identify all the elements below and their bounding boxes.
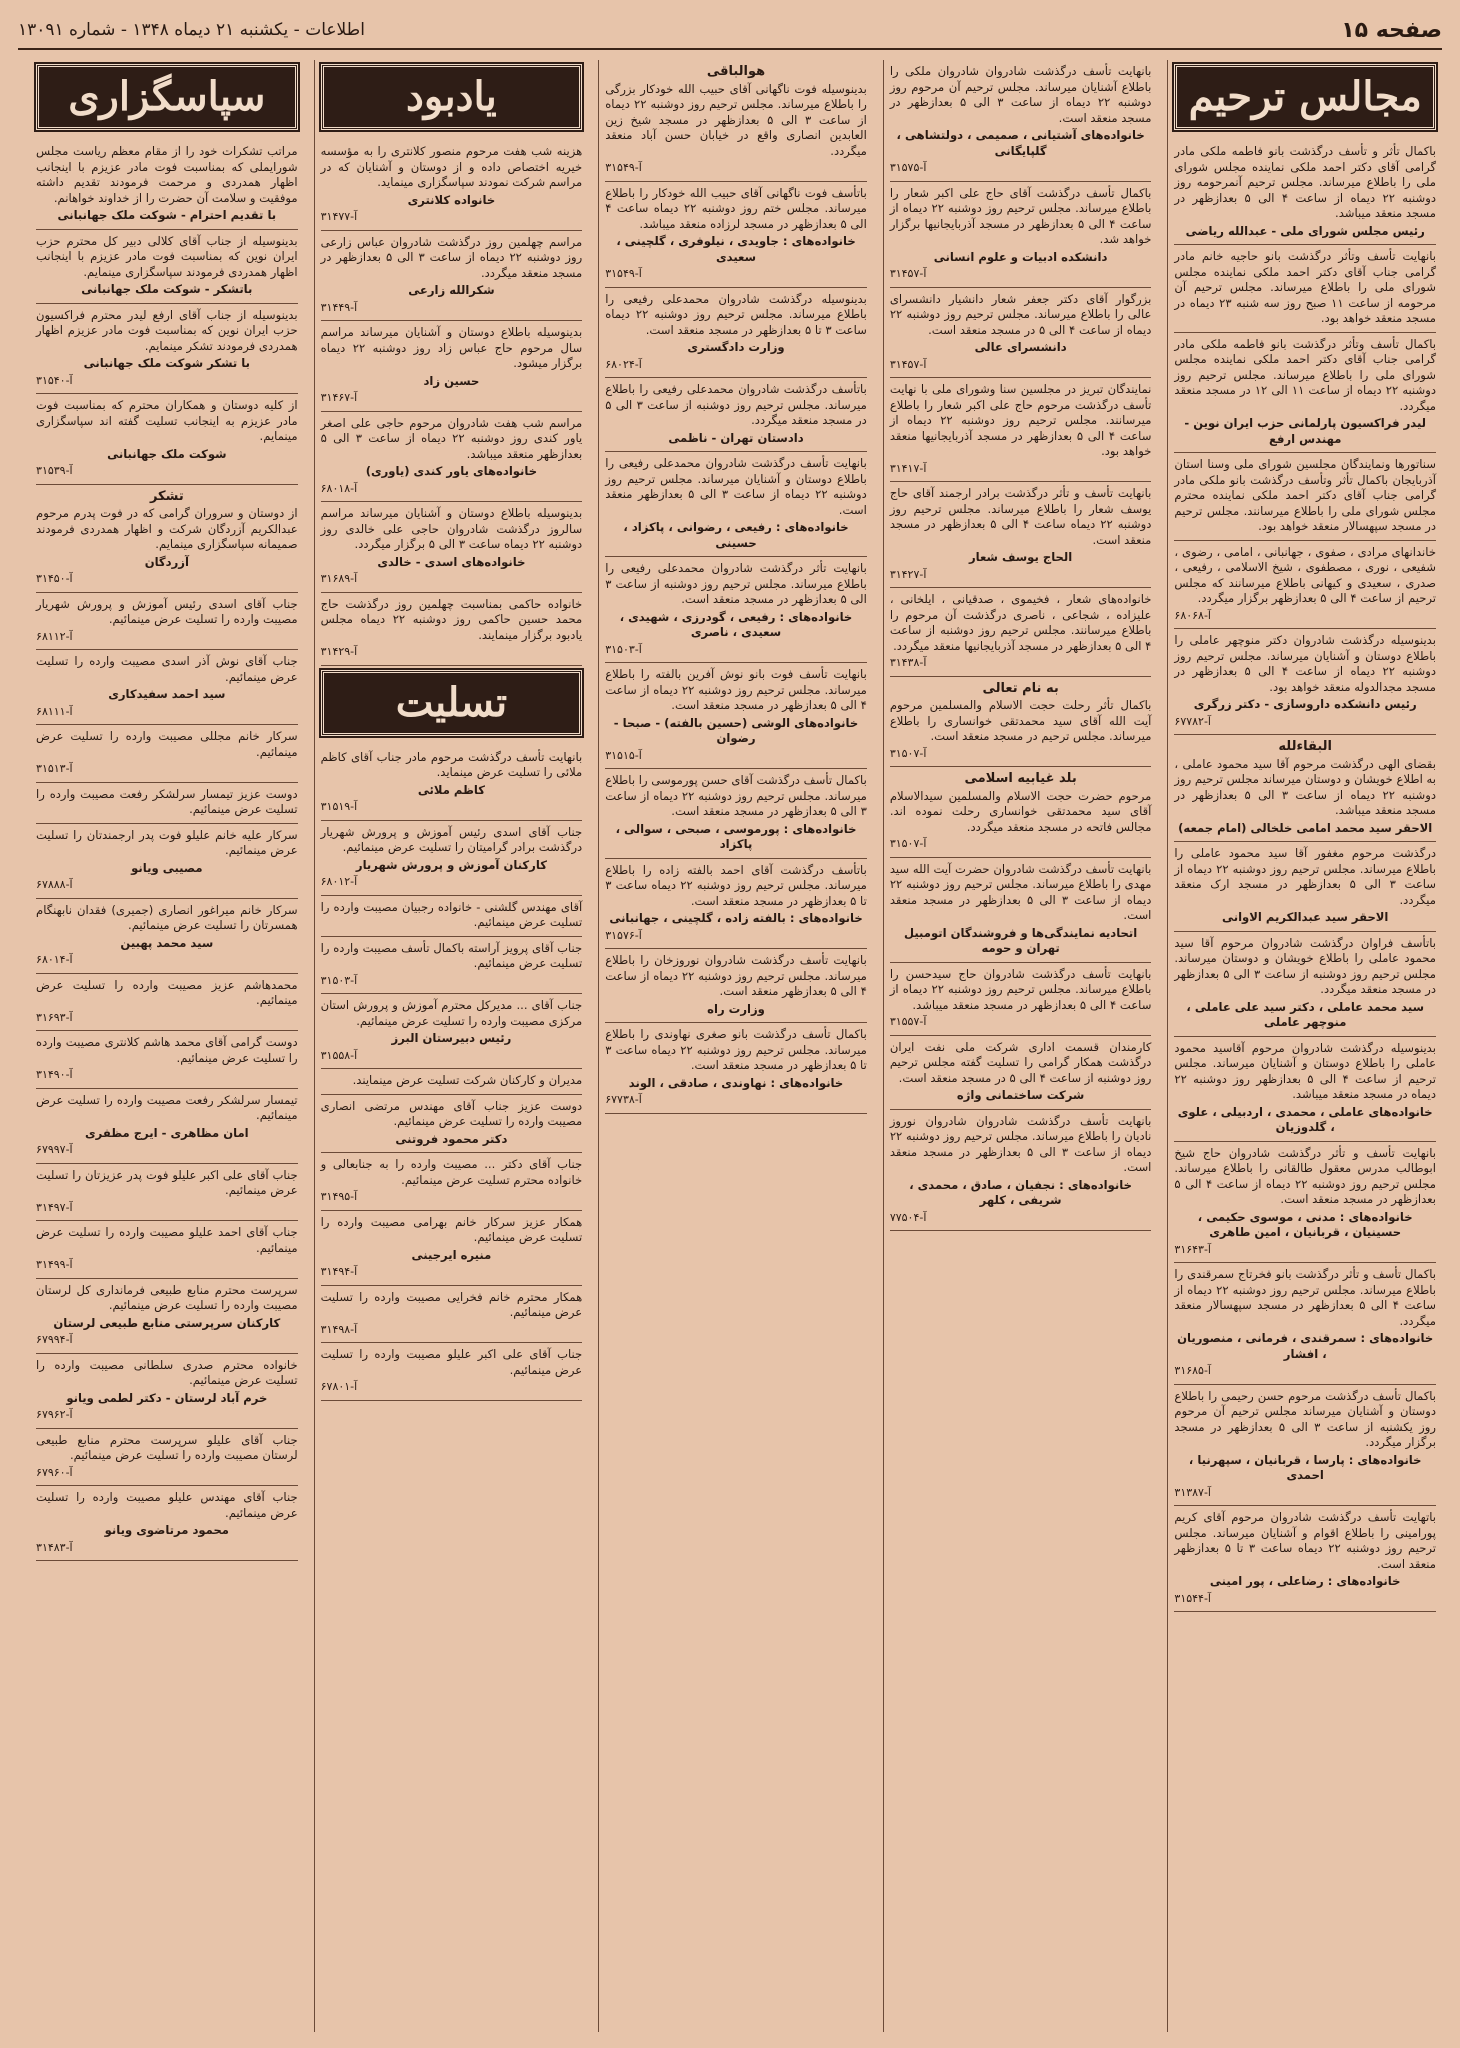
- notice-text: جناب آقای پرویز آراسته باکمال تأسف مصیبت وارده را تسلیت عرض مینمائیم.: [320, 940, 583, 970]
- notice-text: مرحوم حضرت حجت الاسلام والمسلمین سیدالاسلام آقای سید محمدتقی خوانساری رحلت نموده اند. مجالس فاتحه در مسجد منعقد میگردد.: [889, 788, 1152, 834]
- notice: [605, 949, 867, 1023]
- notice: [605, 452, 867, 557]
- notice-ad-code: آ-۳۱۵۳۹: [36, 464, 73, 477]
- notice-text: بانهایت تأسف درگذشت شادروان حاج سیدحسن را باطلاع میرساند. مجلس ترحیم روز دوشنبه ۲۲ دیماه از ساعت ۴ الی ۵ بعدازظهر در مسجد منعقد میباشد.: [889, 966, 1152, 1012]
- notice-text: دوست عزیز تیمسار سرلشکر رفعت مصیبت وارده را تسلیت عرض مینمائیم.: [36, 786, 298, 816]
- notice: [1174, 842, 1436, 932]
- column-thanks: [30, 60, 304, 2032]
- notice-signature: سید احمد سفیدکاری: [108, 687, 226, 701]
- notice-text: بزرگوار آقای دکتر جعفر شعار دانشیار دانشسرای عالی را باطلاع میرساند. مجلس ترحیم روز دوشنبه ۲۲ دیماه از ساعت ۴ الی ۵ در مسجد منعقد است.: [889, 291, 1152, 337]
- notice-text: بانهایت تأسف و تأثر درگذشت برادر ارجمند آقای حاج یوسف شعار را باطلاع میرساند. مجلس ترحیم روز دوشنبه ۲۲ دیماه ساعت ۴ الی ۵ بعدازظهر در مسجد منعقد است.: [889, 486, 1152, 547]
- notice-text: بانهایت تأسف درگذشت شادروان نوروزخان را باطلاع میرساند. مجلس ترحیم روز دوشنبه ۲۲ دیماه از ساعت ۴ الی ۵ بعدازظهر منعقد است.: [605, 953, 867, 998]
- notice: [890, 588, 1152, 677]
- notice: [321, 994, 583, 1069]
- notice: [605, 378, 867, 452]
- notice: [36, 899, 298, 974]
- notice: [1174, 629, 1436, 735]
- notice: [890, 677, 1152, 768]
- notice-text: خانواده‌های شعار ، فخیموی ، صدقیانی ، ایلخانی ، علیزاده ، شجاعی ، ناصری درگذشت آن مرحوم را باطلاع میرسانند. مجلس ترحیم روز دوشنبه از ساعت ۴ الی ۵ بعدازظهر در مسجد آذربایجانیها منعقد میگردد.: [889, 592, 1152, 653]
- notice-ad-code: آ-۳۱۵۰۷: [889, 837, 927, 850]
- section-banner: تسلیت: [321, 670, 583, 736]
- notice-ad-code: آ-۶۸۰۱۲: [320, 875, 358, 888]
- notice-text: باتهایت تأسف درگذشت شادروان مرحوم آقای کریم پورامینی را باطلاع اقوام و آشنایان میرساند. مجلس ترحیم روز دوشنبه ۲۲ دیماه ساعت ۳ تا ۵ بعدازظهر منعقد است.: [1174, 1510, 1436, 1571]
- notice-signature: شوکت ملک جهانبانی: [107, 446, 227, 461]
- page-header: [18, 12, 1442, 50]
- notice-ad-code: آ-۳۱۵۵۷: [889, 1015, 927, 1028]
- notice-text: بدینوسیله درگذشت شادروان دکتر منوچهر عاملی را باطلاع دوستان و آشنایان میرساند. مجلس ترحیم روز دوشنبه ۲۲ دیماه از ساعت ۴ الی ۵ بعدازظهر در مسجد مجدالدوله منعقد خواهد بود.: [1174, 633, 1436, 694]
- notice-signature: خانواده‌های اسدی - خالدی: [377, 554, 526, 569]
- notice-heading: تشکر: [149, 488, 184, 504]
- notice: [605, 663, 867, 769]
- notice-signature: دانشسرای عالی: [974, 340, 1067, 354]
- notice-text: باکمال تأسف درگذشت آقای حسن پورموسی را باطلاع میرساند. مجلس ترحیم روز دوشنبه ۲۲ دیماه از ساعت ۳ الی ۵ بعدازظهر در مسجد منعقد است.: [605, 773, 867, 818]
- notice: [321, 1069, 583, 1095]
- notice: [36, 140, 298, 230]
- notice-text: باتأسف درگذشت شادروان محمدعلی رفیعی را باطلاع میرساند. مجلس ترحیم روز دوشنبه از ساعت ۳ الی ۵ در مسجد منعقد میگردد.: [605, 382, 867, 427]
- notice-ad-code: آ-۳۱۴۲۷: [889, 567, 927, 581]
- notice: [36, 1164, 298, 1222]
- notice-signature: امان مظاهری - ایرج مظفری: [85, 1125, 249, 1140]
- notice-text: باکمال تأثر رحلت حجت الاسلام والمسلمین مرحوم آیت الله آقای سید محمدتقی خوانساری را باطلاع میرساند. مجلس ترحیم در مسجد منعقد است.: [889, 698, 1152, 743]
- notice-text: کارمندان قسمت اداری شرکت ملی نفت ایران درگذشت همکار گرامی را تسلیت گفته مجلس ترحیم روز دوشنبه از ساعت ۴ الی ۵ در مسجد منعقد است.: [889, 1039, 1152, 1085]
- notice: [1174, 1506, 1436, 1612]
- notice-text: سرکار علیه خانم علیلو فوت پدر ارجمندتان را تسلیت عرض مینمائیم.: [36, 827, 298, 857]
- notice-text: باکمال تأسف درگذشت آقای حاج علی اکبر شعار را باطلاع میرساند. مجلس ترحیم روز دوشنبه ۲۲ دیماه از ساعت ۴ الی ۵ بعدازظهر در مسجد آذربایجانیها برگزار خواهد شد.: [889, 185, 1152, 246]
- notice-text: از دوستان و سروران گرامی که در فوت پدرم مرحوم عبدالکریم آزردگان شرکت و اظهار همدردی فرمودند صمیمانه سپاسگزاری مینمایم.: [36, 506, 298, 551]
- notice-ad-code: آ-۶۸۰۱۸: [320, 481, 358, 495]
- notice: [321, 1211, 583, 1286]
- notice: [36, 974, 298, 1032]
- notice: [890, 1110, 1152, 1232]
- notice-ad-code: آ-۶۷۹۹۷: [36, 1143, 73, 1156]
- notice-ad-code: آ-۳۱۴۸۳: [36, 1540, 73, 1554]
- notice-heading: به نام تعالی: [982, 680, 1059, 696]
- section-banner: مجالس ترحیم: [1174, 64, 1436, 130]
- column-condolence-meetings: [1167, 60, 1442, 2032]
- notice: [321, 1286, 583, 1344]
- notice-text: بانهایت تأسف درگذشت مرحوم مادر جناب آقای کاظم ملائی را تسلیت عرض مینماید.: [320, 749, 583, 779]
- notice-ad-code: آ-۳۱۴۹۹: [36, 1258, 73, 1271]
- notice: [36, 783, 298, 824]
- notice: [321, 502, 583, 593]
- notice: [36, 1429, 298, 1487]
- notice-ad-code: آ-۶۷۸۸۸: [36, 878, 73, 891]
- notice-signature: خرم آباد لرستان - دکتر لطمی ویانو: [66, 1390, 268, 1405]
- notice-ad-code: آ-۳۱۶۸۹: [320, 572, 358, 585]
- notice-text: درگذشت مرحوم مغفور آقا سید محمود عاملی را باطلاع میرساند. مجلس ترحیم روز دوشنبه ۲۲ دیماه از ساعت ۳ الی ۵ بعدازظهر در مسجد ارک منعقد میگردد.: [1174, 846, 1437, 907]
- notice-text: بانهایت تأسف درگذشت شادروان حضرت آیت الله سید مهدی را باطلاع میرساند. مجلس ترحیم روز دوشنبه ۲۲ دیماه از ساعت ۳ الی ۵ بعدازظهر در مسجد منعقد است.: [889, 861, 1152, 922]
- notice-signature: خانواده‌های : نهاوندی ، صادقی ، الوند: [628, 1075, 844, 1090]
- notice-ad-code: آ-۶۷۹۹۴: [36, 1333, 73, 1346]
- notice: [36, 1279, 298, 1354]
- notice-signature: خانواده‌های : جاویدی ، نیلوفری ، گلچینی ، سعیدی: [616, 234, 856, 264]
- notice-ad-code: آ-۶۷۹۶۲: [36, 1408, 73, 1421]
- notice-text: سرپرست محترم منابع طبیعی فرمانداری کل لرستان مصیبت وارده را تسلیت عرض مینمائیم.: [36, 1282, 298, 1312]
- notice: [890, 288, 1152, 379]
- notice-text: بانهایت تأسف فوت بانو نوش آفرین بالفته را باطلاع میرساند. مجلس ترحیم روز دوشنبه ۲۲ دیماه از ساعت ۴ الی ۵ بعدازظهر در مسجد منعقد است.: [605, 667, 867, 712]
- notice: [890, 858, 1152, 963]
- notice: [321, 231, 583, 322]
- notice-text: باتأسف فوت ناگهانی آقای حبیب الله خودکار را باطلاع میرساند. مجلس ختم روز دوشنبه ۲۲ دیماه ساعت ۴ الی ۵ بعدازظهر در مسجد لرزاده منعقد میباشد.: [605, 185, 867, 231]
- notice-signature: الحاج یوسف شعار: [968, 550, 1073, 564]
- section-banner: سپاسگزاری: [36, 64, 298, 130]
- notice: [321, 821, 583, 896]
- notice: [321, 746, 583, 821]
- notice-text: مراتب تشکرات خود را از مقام معظم ریاست مجلس شورایملی که بمناسبت فوت مادر عزیزم با اینجانب اظهار همدردی و مرحمت فرمودند تقدیم داشته موفقیت و سلامت آن حضرت را از خداوند خواهانم.: [36, 144, 298, 205]
- notice-signature: منیره ایرجینی: [411, 1247, 492, 1262]
- notice-text: محمدهاشم عزیز مصیبت وارده را تسلیت عرض مینمائیم.: [36, 977, 298, 1007]
- notice-ad-code: آ-۳۱۵۷۶: [605, 928, 642, 942]
- notice-text: سناتورها ونمایندگان مجلسین شورای ملی وسنا استان آذربایجان باکمال تأثر وتأسف درگذشت بانو ملکی مادر گرامی جناب آقای دکتر احمد ملکی نماینده محترم مجلس شورای ملی را باطلاع میرسانند. مجلس ترحیم در مسجد سپهسالار منعقد خواهد بود.: [1174, 457, 1436, 533]
- notice-ad-code: آ-۳۱۵۷۵: [889, 161, 927, 174]
- notice-signature: خانواده‌های : پورموسی ، صبحی ، سوالی ، پاکزاد: [615, 821, 857, 851]
- notice-ad-code: آ-۳۱۴۵۷: [889, 357, 927, 371]
- notice: [1174, 735, 1436, 842]
- notice-signature: خانواده‌های یاور کندی (یاوری): [365, 464, 538, 478]
- notice-text: جناب آقای نوش آذر اسدی مصیبت وارده را تسلیت عرض مینمائیم.: [36, 654, 298, 684]
- notice-heading: هوالباقی: [706, 64, 766, 79]
- notice-text: بدینوسیله باطلاع دوستان و آشنایان میرساند مراسم سال مرحوم حاج عباس زاد روز دوشنبه ۲۲ دیماه برگزار میشود.: [320, 325, 583, 370]
- notice-signature: خانواده‌های : رفیعی ، رضوانی ، پاکزاد ، حسینی: [623, 520, 849, 550]
- notice: [36, 304, 298, 395]
- notice-ad-code: آ-۳۱۵۴۹: [605, 267, 642, 280]
- notice-text: بدینوسیله از جناب آقای ارفع لیدر محترم فراکسیون حزب ایران نوین که بمناسبت فوت مادر عزیزم اظهار همدردی فرمودند تشکر مینمایم.: [36, 307, 298, 353]
- notice-ad-code: آ-۳۱۵۱۹: [320, 800, 358, 813]
- notice-ad-code: آ-۳۱۴۲۹: [320, 645, 358, 658]
- notice: [321, 937, 583, 995]
- notice-signature: سید محمد پهبین: [120, 935, 214, 950]
- notice-signature: الاحقر سید عبدالکریم الاوانی: [1222, 910, 1389, 924]
- notice-signature: خانواده‌های : پارسا ، قربانیان ، سپهرنیا ، احمدی: [1188, 1452, 1422, 1482]
- notice-text: جناب آقای اسدی رئیس آموزش و پرورش شهریار مصیبت وارده را تسلیت عرض مینمائیم.: [36, 596, 298, 626]
- notice-text: بانهایت تأسف درگذشت شادروان شادروان نوروز نادیان را باطلاع میرساند. مجلس ترحیم روز دوشنبه ۲۲ دیماه از ساعت ۳ الی ۵ بعدازظهر در مسجد منعقد است.: [889, 1113, 1152, 1174]
- notice-signature: دادستان تهران - ناظمی: [668, 430, 804, 445]
- notice-signature: لیدر فراکسیون پارلمانی حزب ایران نوین - مهندس ارفع: [1184, 416, 1427, 446]
- notice-ad-code: آ-۳۱۵۵۸: [320, 1048, 358, 1062]
- notice-text: بانهایت تأسف درگذشت شادروان محمدعلی رفیعی را باطلاع دوستان و آشنایان میرساند. مجلس ترحیم روز دوشنبه ۲۲ دیماه از ساعت ۳ الی ۵ بعدازظهر منعقد است.: [605, 456, 867, 517]
- notice-text: خانواده حاکمی بمناسبت چهلمین روز درگذشت حاج محمد حسین حاکمی روز دوشنبه ۲۲ دیماه مجلس یادبود برگزار مینمایند.: [320, 596, 583, 642]
- notice-ad-code: آ-۳۱۴۳۸: [889, 656, 927, 669]
- notice-signature: خانواده‌های : بالفته زاده ، گلچینی ، جهانبانی: [609, 911, 863, 925]
- notice-signature: کارکنان سرپرستی منابع طبیعی لرستان: [53, 1315, 281, 1330]
- notice-signature: شکرالله زارعی: [408, 283, 495, 297]
- notice-signature: رئیس دبیرستان البرز: [391, 1031, 512, 1045]
- notice-text: مراسم چهلمین روز درگذشت شادروان عباس زارعی روز دوشنبه ۲۲ دیماه از ساعت ۳ الی ۵ بعدازظهر در مسجد منعقد میگردد.: [320, 234, 583, 280]
- notice-signature: خانواده‌های : رضاعلی ، پور امینی: [1209, 1574, 1401, 1588]
- notice-text: بانهایت تأثر درگذشت شادروان محمدعلی رفیعی را باطلاع میرساند. مجلس ترحیم روز دوشنبه از ساعت ۳ الی ۵ بعدازظهر در مسجد منعقد است.: [605, 561, 867, 606]
- notice: [36, 725, 298, 783]
- notice-text: آقای مهندس گلشنی - خانواده رجبیان مصیبت وارده را تسلیت عرض مینمائیم.: [320, 899, 583, 929]
- notice-text: تیمسار سرلشکر رفعت مصیبت وارده را تسلیت عرض مینمائیم.: [36, 1092, 298, 1122]
- notice-signature: محمود مرتاضوی ویانو: [104, 1523, 229, 1537]
- page-number: صفحه ۱۵: [1341, 17, 1442, 43]
- notice: [1174, 1263, 1436, 1385]
- notice-ad-code: آ-۳۱۴۶۷: [320, 391, 358, 404]
- notice: [1174, 140, 1436, 245]
- notice: [321, 140, 583, 231]
- notice-signature: حسین زاد: [423, 373, 480, 388]
- column-2: [883, 60, 1158, 2032]
- notice-text: باتأسف فراوان درگذشت شادروان مرحوم آقا سید محمود عاملی را باطلاع خویشان و دوستان میرساند. مجلس ترحیم روز دوشنبه از ساعت ۳ الی ۵ بعدازظهر در مسجد منعقد میگردد.: [1174, 935, 1436, 996]
- notice-ad-code: آ-۳۱۵۴۰: [36, 373, 73, 387]
- notice: [36, 1221, 298, 1279]
- notice-ad-code: آ-۷۷۵۰۴: [889, 1210, 927, 1224]
- notice-text: بدینوسیله درگذشت شادروان مرحوم آقاسید محمود عاملی را باطلاع دوستان و آشنایان میرساند. مجلس ترحیم از ساعت ۴ الی ۵ بعدازظهر روز دوشنبه ۲۲ دیماه در مسجد منعقد میباشد.: [1174, 1040, 1436, 1101]
- column-remembrance-sympathy: [314, 60, 589, 2032]
- notice-ad-code: آ-۳۱۴۹۰: [36, 1068, 73, 1081]
- notice-ad-code: آ-۶۸۰۶۸: [1174, 608, 1211, 622]
- notice-signature: دکتر محمود فروتنی: [395, 1131, 508, 1146]
- notice-text: باکمال تأثر و تأسف درگذشت بانو فاطمه ملکی مادر گرامی آقای دکتر احمد ملکی نماینده مجلس شورای ملی را باطلاع میرساند. مجلس ترحیم آنمرحومه روز دوشنبه ۲۲ دیماه از ساعت ۴ الی ۵ بعدازظهر در مسجد منعقد میباشد.: [1174, 144, 1436, 220]
- notice-signature: باتشکر - شوکت ملک جهانبانی: [81, 282, 253, 296]
- notice-ad-code: آ-۳۱۶۴۳: [1174, 1242, 1211, 1256]
- notice: [605, 288, 867, 379]
- notice: [36, 1089, 298, 1164]
- notice: [1174, 1385, 1436, 1507]
- notice-signature: سید محمد عاملی ، دکتر سید علی عاملی ، منوچهر عاملی: [1186, 999, 1425, 1029]
- notice-heading: البقاءلله: [1278, 739, 1332, 754]
- notice-text: بانهایت تأسف وتأثر درگذشت بانو حاجیه خانم مادر گرامی جناب آقای دکتر احمد ملکی نماینده مجلس شورای ملی را باطلاع میرساند. مجلس ترحیم آن مرحومه از ساعت ۱۱ صبح روز سه شنبه ۲۳ دیماه در مسجد منعقد خواهد بود.: [1174, 249, 1436, 325]
- notice-signature: با تقدیم احترام - شوکت ملک جهانبانی: [57, 208, 277, 222]
- notice-signature: شرکت ساختمانی واژه: [956, 1088, 1085, 1102]
- notice: [890, 60, 1152, 182]
- notice-ad-code: آ-۶۷۸۰۱: [320, 1380, 358, 1393]
- notice-ad-code: آ-۳۱۴۹۸: [320, 1322, 358, 1336]
- notice: [890, 182, 1152, 288]
- notice: [1174, 932, 1436, 1037]
- notice-ad-code: آ-۶۸۱۱۲: [36, 629, 73, 643]
- notice-text: جناب آقای علیلو سرپرست محترم منابع طبیعی لرستان مصیبت وارده را تسلیت عرض مینمائیم.: [36, 1432, 298, 1462]
- notice: [1174, 453, 1436, 541]
- notice-ad-code: آ-۶۷۹۶۰: [36, 1465, 73, 1479]
- notice-text: همکار عزیز سرکار خانم بهرامی مصیبت وارده را تسلیت عرض مینمائیم.: [320, 1214, 583, 1244]
- notice-text: باکمال تأسف وتأثر درگذشت بانو فاطمه ملکی مادر گرامی جناب آقای دکتر احمد ملکی نماینده مجلس شورای ملی را باطلاع میرساند. مجلس ترحیم روز دوشنبه ۲۲ دیماه از ساعت ۱۱ الی ۱۲ در مسجد منعقد میگردد.: [1174, 336, 1437, 413]
- notice-text: باکمال تأسف و تأثر درگذشت بانو فخرتاج سمرقندی را باطلاع میرساند. مجلس ترحیم روز دوشنبه ۲۲ دیماه از ساعت ۴ الی ۵ بعدازظهر در مسجد سپهسالار منعقد میگردد.: [1174, 1267, 1437, 1328]
- notice-text: دوست عزیز جناب آقای مهندس مرتضی انصاری مصیبت وارده را تسلیت عرض مینمائیم.: [320, 1098, 583, 1128]
- notice: [36, 1486, 298, 1561]
- notice-text: مدیران و کارکنان شرکت تسلیت عرض مینمایند.: [352, 1073, 583, 1087]
- notice: [36, 394, 298, 485]
- notice-signature: وزارت دادگستری: [687, 340, 785, 354]
- notice: [36, 1031, 298, 1089]
- notice-text: بقضای الهی درگذشت مرحوم آقا سید محمود عاملی ، به اطلاع خویشان و دوستان میرساند مجلس ترحیم روز دوشنبه ۲۲ دیماه از ساعت ۳ الی ۵ بعدازظهر در مسجد منعقد میباشد.: [1174, 756, 1436, 817]
- notice-text: سرکار خانم میراغور انصاری (جمیری) فقدان نابهنگام همسرتان را تسلیت عرض مینمائیم.: [36, 902, 298, 932]
- notice: [36, 593, 298, 651]
- notice: [890, 1036, 1152, 1110]
- notice-text: هزینه شب هفت مرحوم منصور کلانتری را به مؤسسه خیریه اختصاص داده و از دوستان و آشنایان که در مراسم شرکت نمودند سپاسگزاری مینماید.: [320, 144, 583, 189]
- notice-text: جناب آقای ... مدیرکل محترم آموزش و پرورش استان مرکزی مصیبت وارده را تسلیت عرض مینمائیم.: [320, 998, 583, 1028]
- notice: [1174, 333, 1436, 454]
- notice-text: خاندانهای مرادی ، صفوی ، جهانبانی ، امامی ، رضوی ، شفیعی ، نوری ، مصطفوی ، شیخ الاسلامی ، رفیعی ، صدری ، سعیدی و کیهانی باطلاع میرسانند که مجلس ترحیم از ساعت ۴ الی ۵ بعدازظهر برگزار میگردد.: [1174, 544, 1436, 605]
- notice: [605, 182, 867, 288]
- notice: [1174, 245, 1436, 333]
- notice-text: جناب آقای اسدی رئیس آموزش و پرورش شهریار درگذشت برادر گرامیتان را تسلیت عرض مینمائیم.: [320, 824, 583, 854]
- notice-signature: خانواده‌های : نجفیان ، صادق ، محمدی ، شریفی ، کلهر: [909, 1177, 1132, 1207]
- notice-signature: رئیس دانشکده داروسازی - دکتر زرگری: [1193, 697, 1417, 711]
- notice-ad-code: آ-۳۱۵۴۹: [605, 161, 642, 174]
- notice-text: بانهایت تأسف و تأثر درگذشت شادروان حاج شیخ ابوطالب مدرس معقول طالقانی را باطلاع میرساند. مجلس ترحیم روز دوشنبه ۲۲ دیماه از ساعت ۴ الی ۵ بعدازظهر در مسجد منعقد است.: [1174, 1145, 1436, 1206]
- notice-signature: کارکنان آموزش و پرورش شهریار: [355, 857, 547, 872]
- newspaper-columns: [30, 60, 1442, 2032]
- notice-signature: خانواده‌های : سمرقندی ، فرمانی ، منصوریان ، افشار: [1177, 1331, 1434, 1361]
- notice-ad-code: آ-۳۱۴۵۷: [889, 267, 927, 280]
- notice: [605, 557, 867, 663]
- notice-text: دوست گرامی آقای محمد هاشم کلانتری مصیبت وارده را تسلیت عرض مینمائیم.: [36, 1035, 298, 1065]
- notice-ad-code: آ-۳۱۴۵۰: [36, 572, 73, 585]
- notice-ad-code: آ-۳۱۴۴۹: [320, 300, 358, 314]
- notice-signature: الاحقر سید محمد امامی خلخالی (امام جمعه): [1178, 820, 1433, 835]
- notice-text: سرکار خانم مجللی مصیبت وارده را تسلیت عرض مینمائیم.: [36, 729, 298, 759]
- notice-ad-code: آ-۳۱۵۰۳: [605, 642, 642, 656]
- notice: [605, 60, 867, 182]
- notice-ad-code: آ-۳۱۴۹۴: [320, 1265, 358, 1278]
- notice-signature: خانواده‌های آشتیانی ، صمیمی ، دولتشاهی ، گلپایگانی: [896, 128, 1145, 158]
- notice-ad-code: آ-۶۸۰۱۴: [36, 953, 73, 966]
- notice: [1174, 1037, 1436, 1142]
- notice-text: جناب آقای مهندس علیلو مصیبت وارده را تسلیت عرض مینمائیم.: [36, 1490, 298, 1520]
- notice-text: باکمال تأسف درگذشت مرحوم حسن رحیمی را باطلاع دوستان و آشنایان میرساند مجلس ترحیم آن مرحوم روز یکشنبه از ساعت ۳ الی ۵ بعدازظهر در مسجد برگزار میگردد.: [1174, 1388, 1436, 1449]
- notice-ad-code: آ-۳۱۵۰۳: [320, 973, 358, 987]
- notice: [605, 769, 867, 859]
- notice-signature: کاظم ملائی: [417, 782, 486, 797]
- notice-signature: خانواده‌های : رفیعی ، گودرزی ، شهیدی ، سعیدی ، ناصری: [619, 609, 853, 639]
- notice: [321, 321, 583, 412]
- notice-signature: آزردگان: [144, 554, 189, 569]
- notice-ad-code: آ-۳۱۵۴۴: [1174, 1591, 1211, 1605]
- notice: [1174, 1142, 1436, 1264]
- notice: [1174, 541, 1436, 630]
- notice: [36, 824, 298, 899]
- notice: [321, 412, 583, 503]
- notice-text: جناب آقای علی اکبر علیلو مصیبت وارده را تسلیت عرض مینمائیم.: [320, 1347, 583, 1377]
- notice-signature: رئیس مجلس شورای ملی - عبدالله ریاضی: [1185, 223, 1425, 238]
- notice: [36, 485, 298, 593]
- notice: [605, 1023, 867, 1114]
- notice-signature: خانواده‌های عاملی ، محمدی ، اردبیلی ، علوی ، گلدوزیان: [1177, 1104, 1433, 1134]
- notice-text: جناب آقای احمد علیلو مصیبت وارده را تسلیت عرض مینمائیم.: [36, 1225, 298, 1255]
- notice: [890, 378, 1152, 482]
- notice-text: بانهایت تأسف درگذشت شادروان شادروان ملکی را باطلاع آشنایان میرساند. مجلس ترحیم آن مرحوم روز دوشنبه ۲۲ دیماه از ساعت ۳ الی ۵ بعدازظهر در مسجد منعقد است.: [889, 64, 1152, 125]
- notice-signature: خانواده‌های الوشی (حسین بالفته) - صبحا - رضوان: [613, 715, 859, 745]
- section-banner: یادبود: [321, 64, 583, 130]
- notice-ad-code: آ-۳۱۴۹۵: [320, 1190, 358, 1203]
- notice: [36, 1354, 298, 1429]
- notice-ad-code: آ-۳۱۶۹۳: [36, 1010, 73, 1024]
- notice-signature: وزارت راه: [707, 1001, 765, 1016]
- notice-ad-code: آ-۶۸۱۱۱: [36, 704, 73, 718]
- notice-signature: اتحادیه نمایندگی‌ها و فروشندگان اتومبیل تهران و حومه: [903, 925, 1138, 955]
- page-dateline: اطلاعات - یکشنبه ۲۱ دیماه ۱۳۴۸ - شماره ۱۳۰۹۱: [18, 20, 365, 40]
- column-3: [598, 60, 873, 2032]
- notice: [36, 230, 298, 304]
- notice: [890, 767, 1152, 858]
- notice-text: جناب آقای علی اکبر علیلو فوت پدر عزیزتان را تسلیت عرض مینمائیم.: [36, 1167, 298, 1197]
- notice-ad-code: آ-۳۱۴۷۷: [320, 210, 358, 223]
- notice-text: نمایندگان تبریز در مجلسین سنا وشورای ملی با نهایت تأسف درگذشت مرحوم حاج علی اکبر شعار را باطلاع میرسانند. مجلس ترحیم روز دوشنبه ۲۲ دیماه از ساعت ۴ الی ۵ بعدازظهر در مسجد آذربایجانیها منعقد خواهد بود.: [889, 382, 1152, 458]
- notice-ad-code: آ-۶۷۷۸۲: [1174, 714, 1211, 728]
- notice: [605, 859, 867, 950]
- notice: [321, 1343, 583, 1401]
- notice-ad-code: آ-۳۱۴۱۷: [889, 461, 927, 475]
- notice-text: بدینوسیله از جناب آقای کلالی دبیر کل محترم حزب ایران نوین که بمناسبت فوت مادر عزیزم با اینجانب اظهار همدردی فرمودند سپاسگزاری مینمایم.: [36, 233, 298, 279]
- notice: [321, 896, 583, 937]
- notice-ad-code: آ-۶۷۷۳۸: [605, 1093, 642, 1106]
- notice: [321, 1095, 583, 1154]
- notice-text: باکمال تأسف درگذشت بانو صغری نهاوندی را باطلاع میرساند. مجلس ترحیم روز دوشنبه ۲۲ دیماه ساعت ۳ تا ۵ بعدازظهر در مسجد منعقد است.: [605, 1027, 867, 1072]
- notice-signature: مصیبی ویانو: [131, 860, 203, 875]
- notice: [36, 650, 298, 725]
- notice-text: بدینوسیله فوت ناگهانی آقای حبیب الله خودکار بزرگی را باطلاع میرساند. مجلس ترحیم روز دوشنبه ۲۲ دیماه از ساعت ۳ الی ۵ بعدازظهر در مسجد شیخ زین العابدین انصاری واقع در خیابان حسن آباد منعقد میگردد.: [605, 81, 867, 158]
- notice: [890, 482, 1152, 588]
- notice-signature: با تشکر شوکت ملک جهانبانی: [83, 356, 250, 370]
- notice-signature: خانواده کلانتری: [407, 192, 496, 207]
- notice-text: باتأسف درگذشت آقای احمد بالفته زاده را باطلاع میرساند. مجلس ترحیم روز دوشنبه ۲۲ دیماه ساعت ۳ تا ۵ بعدازظهر در مسجد منعقد است.: [605, 862, 867, 908]
- notice-ad-code: آ-۳۱۵۱۵: [605, 748, 642, 762]
- notice: [321, 593, 583, 666]
- notice-text: مراسم شب هفت شادروان مرحوم حاجی علی اصغر یاور کندی روز دوشنبه ۲۲ دیماه از ساعت ۳ الی ۵ بعدازظهر منعقد میباشد.: [320, 415, 583, 461]
- notice: [890, 963, 1152, 1036]
- notice-signature: دانشکده ادبیات و علوم انسانی: [933, 249, 1108, 264]
- notice-ad-code: آ-۳۱۳۸۷: [1174, 1485, 1211, 1499]
- notice-text: جناب آقای دکتر ... مصیبت وارده را به جنابعالی و خانواده محترم تسلیت عرض مینمائیم.: [320, 1157, 583, 1187]
- notice-ad-code: آ-۳۱۶۸۵: [1174, 1364, 1211, 1377]
- notice-ad-code: آ-۳۱۵۰۷: [889, 746, 927, 760]
- notice-ad-code: آ-۳۱۴۹۷: [36, 1200, 73, 1214]
- notice-text: همکار محترم خانم فخرایی مصیبت وارده را تسلیت عرض مینمائیم.: [320, 1289, 583, 1319]
- notice-text: خانواده محترم صدری سلطانی مصیبت وارده را تسلیت عرض مینمائیم.: [36, 1357, 298, 1387]
- notice-heading: بلد غیابیه اسلامی: [964, 771, 1077, 786]
- notice-text: بدینوسیله باطلاع دوستان و آشنایان میرساند مراسم سالروز درگذشت شادروان حاجی علی خالدی روز دوشنبه ۲۲ دیماه ساعت ۳ الی ۵ برگزار میگردد.: [320, 506, 583, 551]
- notice-ad-code: آ-۶۸۰۲۴: [605, 357, 642, 371]
- notice-ad-code: آ-۳۱۵۱۳: [36, 762, 73, 775]
- notice-text: از کلیه دوستان و همکاران محترم که بمناسبت فوت مادر عزیزم به اینجانب تسلیت گفته اند سپاسگزاری مینمایم.: [36, 398, 298, 443]
- notice-signature: خانواده‌های : مدنی ، موسوی حکیمی ، حسینیان ، قربانیان ، امین طاهری: [1197, 1209, 1413, 1239]
- notice: [321, 1153, 583, 1211]
- notice-text: بدینوسیله درگذشت شادروان محمدعلی رفیعی را باطلاع میرساند. مجلس ترحیم روز دوشنبه ۲۲ دیماه ساعت ۳ تا ۵ بعدازظهر در مسجد منعقد است.: [605, 291, 867, 337]
